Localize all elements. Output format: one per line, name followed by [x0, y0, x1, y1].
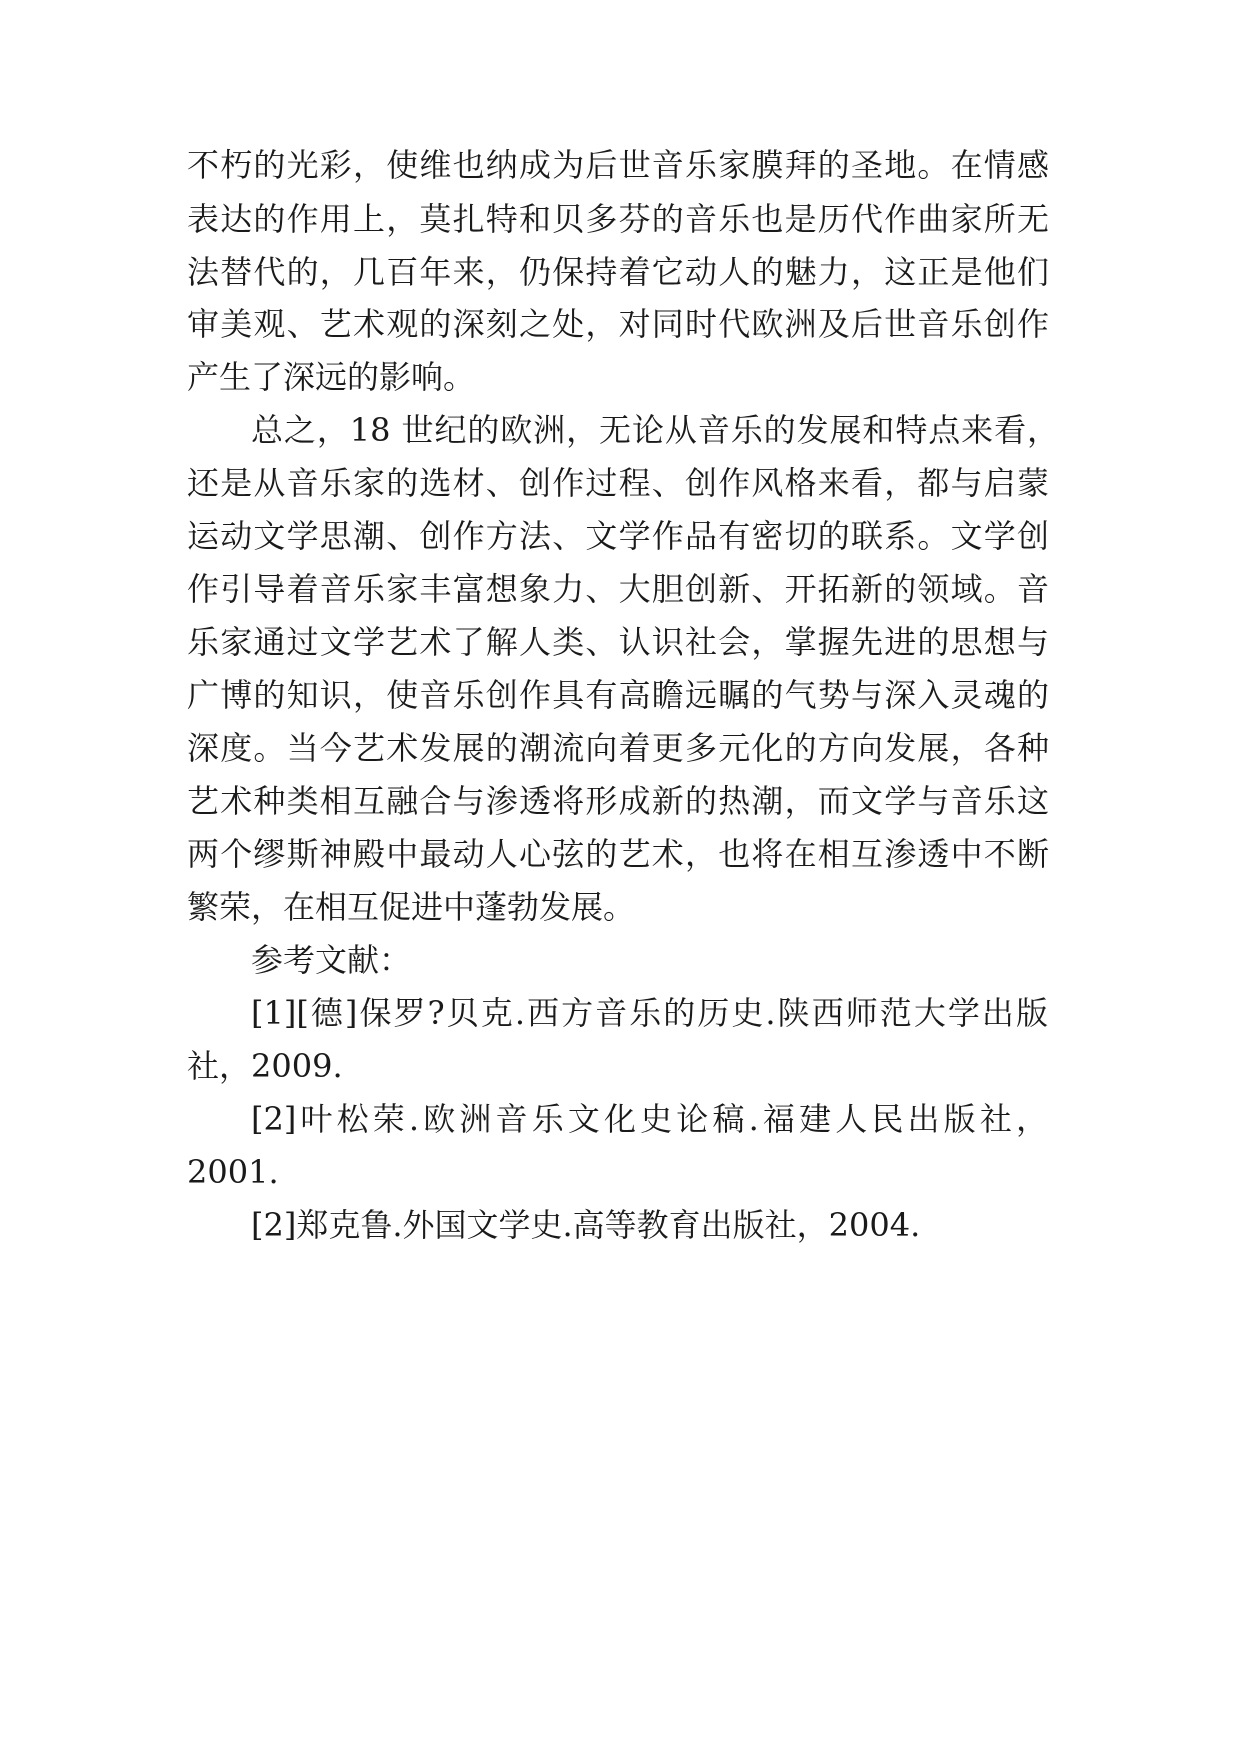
text-line: 总之，18 世纪的欧洲，无论从音乐的发展和特点来看， — [251, 411, 1059, 449]
text-line: 艺术种类相互融合与渗透将形成新的热潮，而文学与音乐这 — [187, 782, 1049, 820]
text-line: 乐家通过文学艺术了解人类、认识社会，掌握先进的思想与 — [187, 623, 1049, 661]
text-line: 两个缪斯神殿中最动人心弦的艺术，也将在相互渗透中不断 — [187, 835, 1049, 873]
text-line: 运动文学思潮、创作方法、文学作品有密切的联系。文学创 — [187, 517, 1049, 555]
text-line: 还是从音乐家的选材、创作过程、创作风格来看，都与启蒙 — [187, 464, 1049, 502]
reference-line: [1][德]保罗?贝克.西方音乐的历史.陕西师范大学出版 — [251, 994, 1048, 1032]
text-line: 作引导着音乐家丰富想象力、大胆创新、开拓新的领域。音 — [187, 570, 1049, 608]
text-line: 产生了深远的影响。 — [187, 358, 476, 396]
references-heading: 参考文献： — [251, 941, 412, 979]
text-line: 表达的作用上，莫扎特和贝多芬的音乐也是历代作曲家所无 — [187, 200, 1049, 238]
text-line: 广博的知识，使音乐创作具有高瞻远瞩的气势与深入灵魂的 — [187, 676, 1049, 714]
text-line: 法替代的，几百年来，仍保持着它动人的魅力，这正是他们 — [187, 253, 1049, 291]
text-line: 深度。当今艺术发展的潮流向着更多元化的方向发展，各种 — [187, 729, 1049, 767]
reference-line: [2]郑克鲁.外国文学史.高等教育出版社，2004. — [251, 1206, 921, 1244]
text-line: 不朽的光彩，使维也纳成为后世音乐家膜拜的圣地。在情感 — [187, 146, 1049, 184]
text-line: 审美观、艺术观的深刻之处，对同时代欧洲及后世音乐创作 — [187, 305, 1049, 343]
reference-line: 社，2009. — [187, 1047, 343, 1085]
reference-line: 2001. — [187, 1153, 279, 1191]
text-line: 繁荣，在相互促进中蓬勃发展。 — [187, 888, 636, 926]
reference-line: [2]叶松荣.欧洲音乐文化史论稿.福建人民出版社， — [251, 1100, 1048, 1138]
